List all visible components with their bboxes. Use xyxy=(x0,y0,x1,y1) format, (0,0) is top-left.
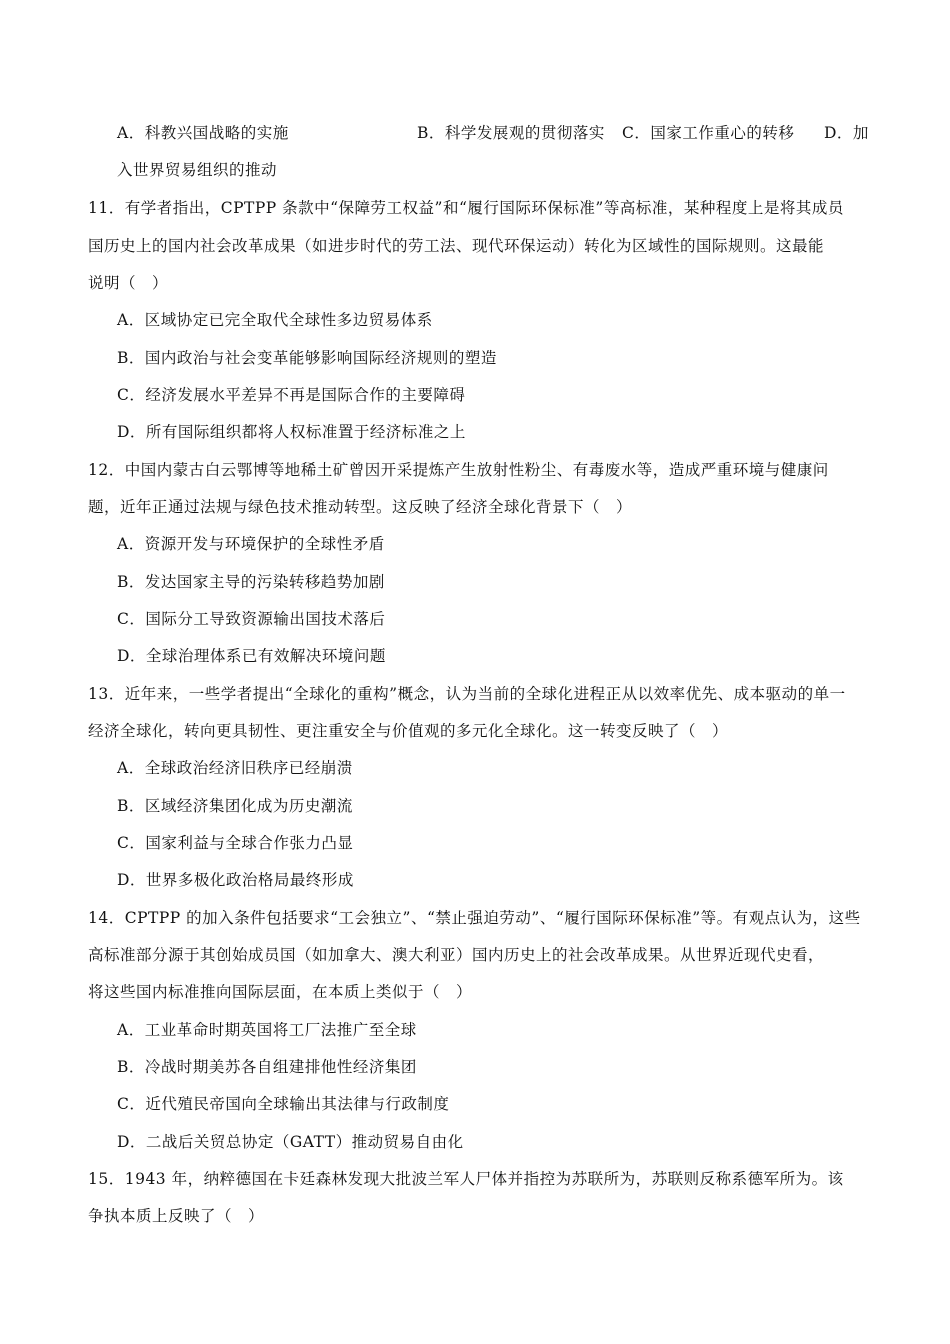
q14-stem-line-1: 14．CPTPP 的加入条件包括要求“工会独立”、“禁止强迫劳动”、“履行国际环保标准”等。有观点认为，这些 xyxy=(88,909,861,927)
q13-stem-line-1: 13．近年来，一些学者提出“全球化的重构”概念，认为当前的全球化进程正从以效率优先、成本驱动的单一 xyxy=(88,685,846,703)
q14-stem-line-3: 将这些国内标准推向国际层面，在本质上类似于（ ） xyxy=(88,983,473,1001)
q15-stem-line-1: 15．1943 年，纳粹德国在卡廷森林发现大批波兰军人尸体并指控为苏联所为，苏联则反称系德军所为。该 xyxy=(88,1170,844,1188)
q14-option-a: A．工业革命时期英国将工厂法推广至全球 xyxy=(117,1021,417,1039)
q15-stem-line-2: 争执本质上反映了（ ） xyxy=(88,1207,265,1225)
q14-stem-line-2: 高标准部分源于其创始成员国（如加拿大、澳大利亚）国内历史上的社会改革成果。从世界近现代史看， xyxy=(88,946,825,964)
q13-option-a: A．全球政治经济旧秩序已经崩溃 xyxy=(117,759,353,777)
q11-stem-line-2: 国历史上的国内社会改革成果（如进步时代的劳工法、现代环保运动）转化为区域性的国际规则。这最能 xyxy=(88,237,825,255)
q14-option-b: B．冷战时期美苏各自组建排他性经济集团 xyxy=(117,1058,417,1076)
q11-option-d: D．所有国际组织都将人权标准置于经济标准之上 xyxy=(117,423,466,441)
q13-stem-line-2: 经济全球化，转向更具韧性、更注重安全与价值观的多元化全球化。这一转变反映了（ ） xyxy=(88,722,729,740)
q12-option-c: C．国际分工导致资源输出国技术落后 xyxy=(117,610,386,628)
q10-option-a: A．科教兴国战略的实施 xyxy=(117,124,289,142)
q14-option-c: C．近代殖民帝国向全球输出其法律与行政制度 xyxy=(117,1095,450,1113)
q12-option-a: A．资源开发与环境保护的全球性矛盾 xyxy=(117,535,385,553)
q11-stem-line-1: 11．有学者指出，CPTPP 条款中“保障劳工权益”和“履行国际环保标准”等高标准，某种程度上是将其成员 xyxy=(88,199,844,217)
q12-stem-line-1: 12．中国内蒙古白云鄂博等地稀土矿曾因开采提炼产生放射性粉尘、有毒废水等，造成严重环境与健康问 xyxy=(88,461,829,479)
q12-option-d: D．全球治理体系已有效解决环境问题 xyxy=(117,647,386,665)
q11-option-a: A．区域协定已完全取代全球性多边贸易体系 xyxy=(117,311,433,329)
q13-option-d: D．世界多极化政治格局最终形成 xyxy=(117,871,354,889)
q13-option-c: C．国家利益与全球合作张力凸显 xyxy=(117,834,354,852)
q11-option-c: C．经济发展水平差异不再是国际合作的主要障碍 xyxy=(117,386,466,404)
q10-option-d: D．加 xyxy=(824,124,869,142)
q14-option-d: D．二战后关贸总协定（GATT）推动贸易自由化 xyxy=(117,1133,464,1151)
q11-option-b: B．国内政治与社会变革能够影响国际经济规则的塑造 xyxy=(117,349,497,367)
q12-stem-line-2: 题，近年正通过法规与绿色技术推动转型。这反映了经济全球化背景下（ ） xyxy=(88,498,633,516)
q10-option-d-continued: 入世界贸易组织的推动 xyxy=(117,161,278,179)
q12-option-b: B．发达国家主导的污染转移趋势加剧 xyxy=(117,573,385,591)
q10-option-c: C．国家工作重心的转移 xyxy=(622,124,795,142)
q10-option-b: B．科学发展观的贯彻落实 xyxy=(417,124,605,142)
q11-stem-line-3: 说明（ ） xyxy=(88,274,169,292)
q13-option-b: B．区域经济集团化成为历史潮流 xyxy=(117,797,353,815)
